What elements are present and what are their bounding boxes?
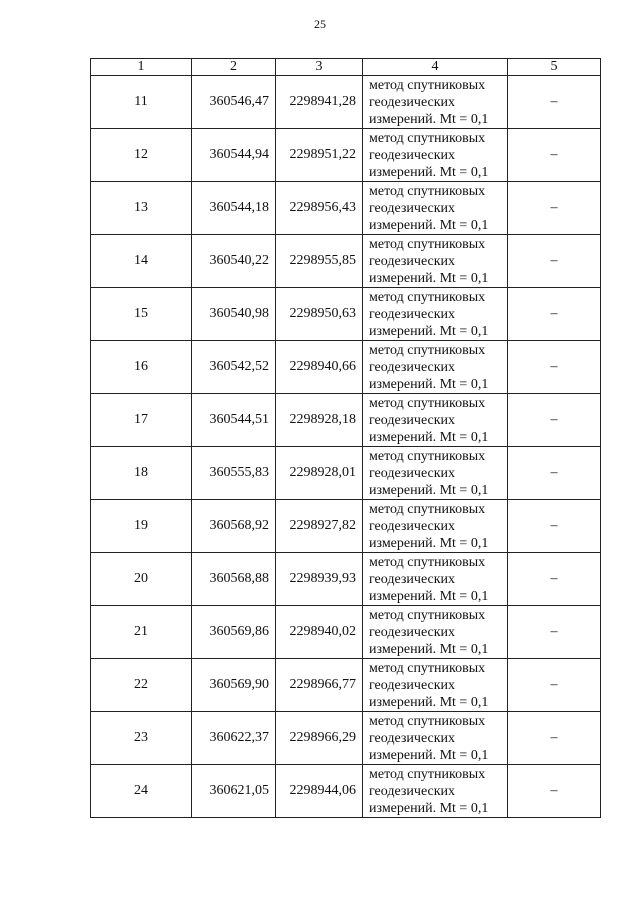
y-coordinate-cell: 2298966,77 [276,659,363,712]
y-coordinate-cell: 2298940,02 [276,606,363,659]
method-cell: метод спутниковых геодезических измерений. Mt = 0,1 [363,553,508,606]
y-coordinate-cell: 2298941,28 [276,76,363,129]
method-cell: метод спутниковых геодезических измерений. Mt = 0,1 [363,659,508,712]
page-number: 25 [314,17,326,31]
note-cell: – [508,341,601,394]
table-body [91,76,601,818]
column-header-3: 3 [276,59,363,76]
y-coordinate-cell: 2298939,93 [276,553,363,606]
x-coordinate-cell: 360542,52 [192,341,276,394]
table-row [91,553,601,606]
y-coordinate-cell: 2298956,43 [276,182,363,235]
x-coordinate-cell: 360555,83 [192,447,276,500]
x-coordinate-cell: 360544,94 [192,129,276,182]
table-row [91,129,601,182]
point-number-cell: 15 [91,288,192,341]
method-cell: метод спутниковых геодезических измерений. Mt = 0,1 [363,182,508,235]
x-coordinate-cell: 360546,47 [192,76,276,129]
note-cell: – [508,606,601,659]
point-number-cell: 14 [91,235,192,288]
x-coordinate-cell: 360544,18 [192,182,276,235]
column-header-2: 2 [192,59,276,76]
point-number-cell: 22 [91,659,192,712]
table-row [91,659,601,712]
y-coordinate-cell: 2298944,06 [276,765,363,818]
x-coordinate-cell: 360569,90 [192,659,276,712]
method-cell: метод спутниковых геодезических измерений. Mt = 0,1 [363,500,508,553]
point-number-cell: 12 [91,129,192,182]
y-coordinate-cell: 2298927,82 [276,500,363,553]
table-row [91,606,601,659]
x-coordinate-cell: 360568,92 [192,500,276,553]
x-coordinate-cell: 360622,37 [192,712,276,765]
column-header-1: 1 [91,59,192,76]
table-row [91,500,601,553]
note-cell: – [508,447,601,500]
method-cell: метод спутниковых геодезических измерений. Mt = 0,1 [363,765,508,818]
point-number-cell: 11 [91,76,192,129]
point-number-cell: 13 [91,182,192,235]
note-cell: – [508,553,601,606]
method-cell: метод спутниковых геодезических измерений. Mt = 0,1 [363,76,508,129]
table-row [91,288,601,341]
y-coordinate-cell: 2298950,63 [276,288,363,341]
method-cell: метод спутниковых геодезических измерений. Mt = 0,1 [363,606,508,659]
note-cell: – [508,182,601,235]
table-row [91,712,601,765]
x-coordinate-cell: 360569,86 [192,606,276,659]
x-coordinate-cell: 360540,98 [192,288,276,341]
y-coordinate-cell: 2298928,18 [276,394,363,447]
x-coordinate-cell: 360621,05 [192,765,276,818]
table-row [91,394,601,447]
note-cell: – [508,235,601,288]
note-cell: – [508,129,601,182]
note-cell: – [508,76,601,129]
point-number-cell: 16 [91,341,192,394]
table-row [91,235,601,288]
y-coordinate-cell: 2298955,85 [276,235,363,288]
table-row [91,76,601,129]
note-cell: – [508,712,601,765]
y-coordinate-cell: 2298966,29 [276,712,363,765]
x-coordinate-cell: 360544,51 [192,394,276,447]
table-row [91,341,601,394]
x-coordinate-cell: 360540,22 [192,235,276,288]
point-number-cell: 23 [91,712,192,765]
y-coordinate-cell: 2298951,22 [276,129,363,182]
note-cell: – [508,765,601,818]
note-cell: – [508,500,601,553]
column-header-5: 5 [508,59,601,76]
y-coordinate-cell: 2298940,66 [276,341,363,394]
method-cell: метод спутниковых геодезических измерений. Mt = 0,1 [363,447,508,500]
method-cell: метод спутниковых геодезических измерений. Mt = 0,1 [363,288,508,341]
method-cell: метод спутниковых геодезических измерений. Mt = 0,1 [363,129,508,182]
table-row [91,182,601,235]
point-number-cell: 17 [91,394,192,447]
table-row [91,765,601,818]
coordinates-table [90,58,601,818]
note-cell: – [508,394,601,447]
note-cell: – [508,659,601,712]
method-cell: метод спутниковых геодезических измерений. Mt = 0,1 [363,341,508,394]
point-number-cell: 20 [91,553,192,606]
x-coordinate-cell: 360568,88 [192,553,276,606]
point-number-cell: 18 [91,447,192,500]
y-coordinate-cell: 2298928,01 [276,447,363,500]
method-cell: метод спутниковых геодезических измерений. Mt = 0,1 [363,712,508,765]
point-number-cell: 21 [91,606,192,659]
column-header-4: 4 [363,59,508,76]
method-cell: метод спутниковых геодезических измерений. Mt = 0,1 [363,235,508,288]
point-number-cell: 24 [91,765,192,818]
note-cell: – [508,288,601,341]
table-row [91,447,601,500]
method-cell: метод спутниковых геодезических измерений. Mt = 0,1 [363,394,508,447]
point-number-cell: 19 [91,500,192,553]
table-header-row [91,59,601,76]
